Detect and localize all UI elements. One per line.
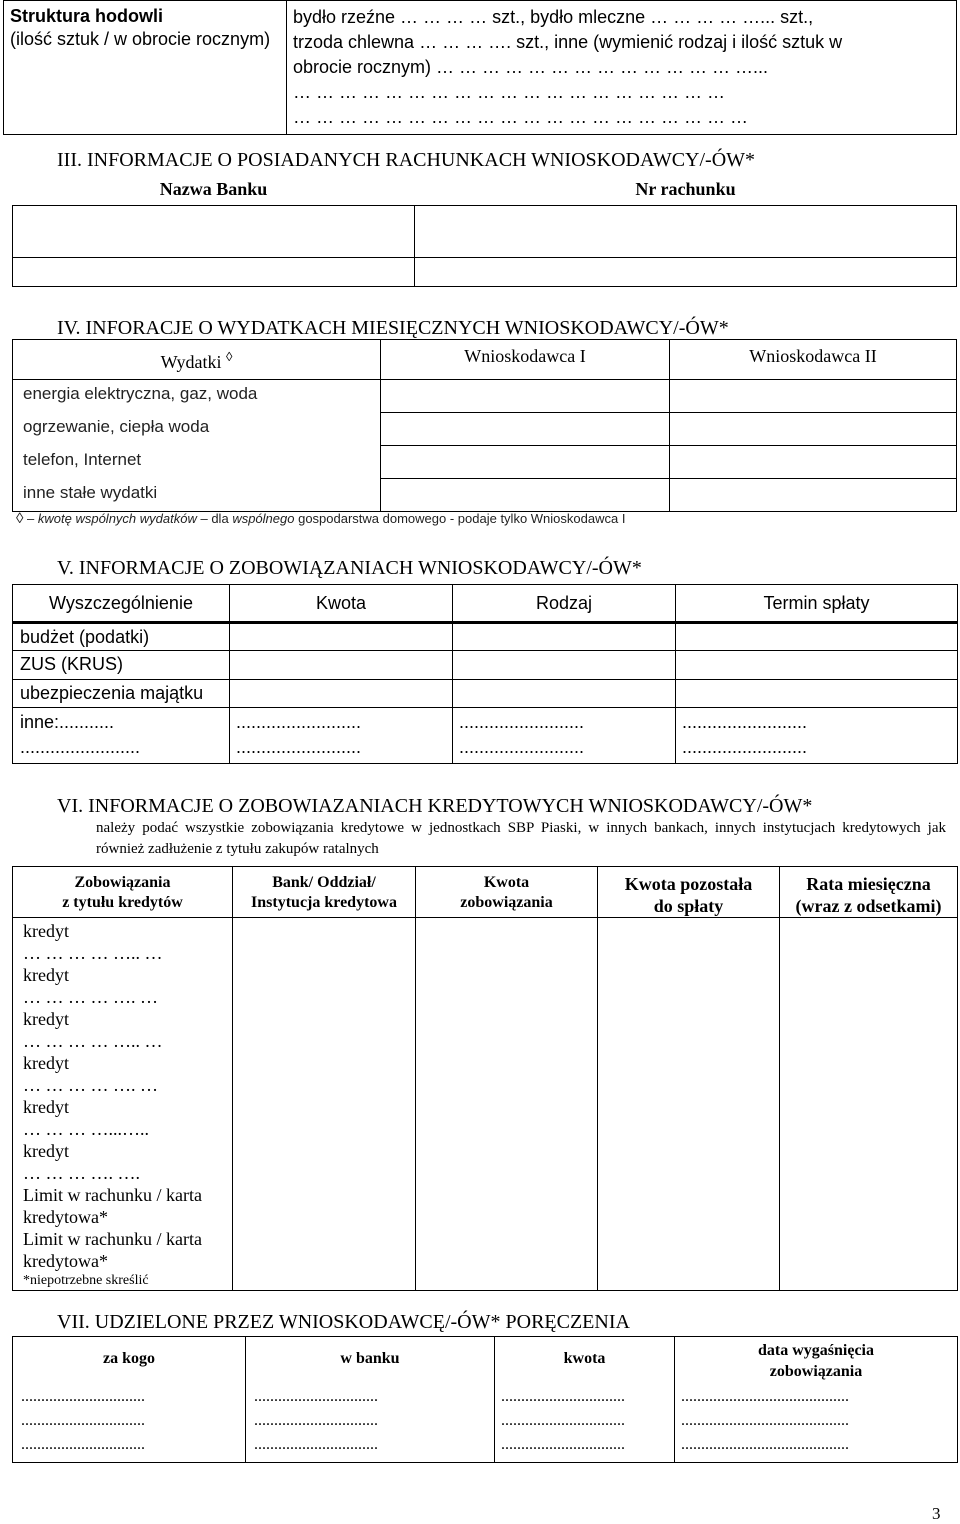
- diamond-icon: ◊: [16, 510, 24, 527]
- guarantees-header: data wygaśnięcia zobowiązania: [675, 1337, 958, 1383]
- accounts-table: [12, 176, 957, 287]
- guarantee-whom-cell[interactable]: ............................... ............................... ...............................: [13, 1382, 246, 1462]
- section3-title: III. INFORMACJE O POSIADANYCH RACHUNKACH WNIOSKODAWCY/-ÓW*: [57, 149, 756, 171]
- obligation-term-cell[interactable]: [676, 651, 958, 680]
- page-number: 3: [932, 1504, 941, 1523]
- expenses-table: [12, 339, 957, 512]
- obligation-label: ZUS (KRUS): [13, 651, 230, 680]
- accounts-number-cell[interactable]: [415, 205, 957, 257]
- expense-applicant2-cell[interactable]: [670, 413, 957, 446]
- struktura-line: … … … … … … … … … … … … … … … … … … … …: [293, 107, 749, 127]
- expense-applicant2-cell[interactable]: [670, 380, 957, 413]
- obligation-label: ubezpieczenia majątku: [13, 680, 230, 708]
- struktura-line: bydło rzeźne … … … … szt., bydło mleczne … … … … …... szt.,: [293, 7, 814, 27]
- obligation-dots: .........................: [236, 737, 362, 757]
- credit-items-cell: [13, 918, 233, 1291]
- accounts-number-cell[interactable]: [415, 257, 957, 286]
- struktura-label-bold: Struktura hodowli: [10, 6, 163, 26]
- obligation-type-cell[interactable]: [453, 708, 676, 764]
- obligation-term-cell[interactable]: [676, 708, 958, 764]
- credits-header: Kwota pozostała do spłaty: [598, 867, 780, 918]
- expenses-header-applicant2: Wnioskodawca II: [670, 340, 957, 380]
- obligation-type-cell[interactable]: [453, 651, 676, 680]
- credit-item: Limit w rachunku / karta kredytowa*: [23, 1185, 202, 1227]
- section4-title: IV. INFORACJE O WYDATKACH MIESIĘCZNYCH WNIOSKODAWCY/-ÓW*: [57, 317, 729, 339]
- credit-item: kredyt … … … … …. …: [23, 1053, 158, 1095]
- expense-applicant1-cell[interactable]: [381, 446, 670, 479]
- footnote-part: dla: [211, 511, 229, 526]
- credit-installment-cell[interactable]: [780, 918, 958, 1291]
- obligation-type-cell[interactable]: [453, 623, 676, 651]
- expense-applicant1-cell[interactable]: [381, 413, 670, 446]
- obligation-dots: .........................: [236, 712, 362, 732]
- expense-label: energia elektryczna, gaz, woda: [13, 380, 381, 413]
- obligation-dots: .........................: [459, 712, 585, 732]
- credit-item: kredyt … … … … …. …: [23, 965, 158, 1007]
- guarantee-expiry-cell[interactable]: .......................................... .......................................... ..........................................: [675, 1382, 958, 1462]
- obligation-term-cell[interactable]: [676, 680, 958, 708]
- expenses-header-applicant1: Wnioskodawca I: [381, 340, 670, 380]
- expense-label: ogrzewanie, ciepła woda: [13, 413, 381, 446]
- section7-title: VII. UDZIELONE PRZEZ WNIOSKODAWCĘ/-ÓW* PORĘCZENIA: [57, 1311, 630, 1333]
- guarantees-header: za kogo: [13, 1337, 246, 1383]
- expense-label: telefon, Internet: [13, 446, 381, 479]
- expense-label: inne stałe wydatki: [13, 479, 381, 512]
- footnote-part: wspólnego: [232, 511, 295, 526]
- struktura-label-rest: (ilość sztuk / w obrocie rocznym): [10, 29, 271, 49]
- obligation-amount-cell[interactable]: [230, 680, 453, 708]
- credits-header: Bank/ Oddział/ Instytucja kredytowa: [233, 867, 416, 918]
- credits-table: [12, 866, 958, 1291]
- expenses-footnote: ◊ – kwotę wspólnych wydatków – dla wspólnego gospodarstwa domowego - podaje tylko Wnioskodawca I: [16, 510, 626, 527]
- credit-bank-cell[interactable]: [233, 918, 416, 1291]
- obligation-dots: ........................: [20, 737, 141, 757]
- accounts-header-bank: Nazwa Banku: [159, 179, 268, 199]
- obligations-header: Wyszczególnienie: [13, 585, 230, 623]
- accounts-bank-cell[interactable]: [13, 257, 415, 286]
- obligation-type-cell[interactable]: [453, 680, 676, 708]
- accounts-bank-cell[interactable]: [13, 205, 415, 257]
- obligation-term-cell[interactable]: [676, 623, 958, 651]
- credit-item: kredyt … … … … ….. …: [23, 1009, 163, 1051]
- section5-title: V. INFORMACJE O ZOBOWIĄZANIACH WNIOSKODAWCY/-ÓW*: [57, 557, 642, 579]
- credits-header: Zobowiązania z tytułu kredytów: [13, 867, 233, 918]
- struktura-line: trzoda chlewna … … … …. szt., inne (wymienić rodzaj i ilość sztuk w: [293, 32, 843, 52]
- section6-note: należy podać wszystkie zobowiązania kredytowe w jednostkach SBP Piaski, w innych bankach, innych instytucjach kredytowych jak również zadłużenie z tytułu zakupów ratalnych: [96, 820, 946, 857]
- credit-remaining-cell[interactable]: [598, 918, 780, 1291]
- obligation-label: budżet (podatki): [13, 623, 230, 651]
- credit-footnote: *niepotrzebne skreślić: [23, 1273, 149, 1288]
- accounts-header-number: Nr rachunku: [635, 179, 736, 199]
- credit-item: kredyt … … … …. ….: [23, 1141, 140, 1183]
- struktura-table: [3, 0, 957, 135]
- expense-applicant2-cell[interactable]: [670, 479, 957, 512]
- guarantee-bank-cell[interactable]: ............................... ............................... ...............................: [246, 1382, 495, 1462]
- expenses-header-label: Wydatki: [160, 352, 222, 372]
- guarantees-header: w banku: [246, 1337, 495, 1383]
- section6-title: VI. INFORMACJE O ZOBOWIAZANIACH KREDYTOWYCH WNIOSKODAWCY/-ÓW*: [57, 795, 813, 817]
- obligation-other-cell[interactable]: [13, 708, 230, 764]
- credit-item: kredyt … … … … ….. …: [23, 921, 163, 963]
- expense-applicant2-cell[interactable]: [670, 446, 957, 479]
- obligations-header: Termin spłaty: [676, 585, 958, 623]
- struktura-line: … … … … … … … … … … … … … … … … … … …: [293, 82, 726, 102]
- diamond-icon: ◊: [225, 349, 233, 364]
- obligation-amount-cell[interactable]: [230, 651, 453, 680]
- expense-applicant1-cell[interactable]: [381, 380, 670, 413]
- expenses-header-wydatki: [13, 340, 381, 380]
- obligation-dots: .........................: [682, 737, 808, 757]
- expense-applicant1-cell[interactable]: [381, 479, 670, 512]
- guarantee-amount-cell[interactable]: ............................... ............................... ...............................: [495, 1382, 675, 1462]
- obligations-table: [12, 584, 958, 764]
- guarantees-header: kwota: [495, 1337, 675, 1383]
- credits-header: Rata miesięczna (wraz z odsetkami): [780, 867, 958, 918]
- obligation-dots: .........................: [682, 712, 808, 732]
- credit-amount-cell[interactable]: [416, 918, 598, 1291]
- obligation-dots: .........................: [459, 737, 585, 757]
- struktura-line: obrocie rocznym) … … … … … … … … … … … … … …...: [293, 57, 769, 77]
- obligations-header: Rodzaj: [453, 585, 676, 623]
- struktura-text-cell: [287, 1, 957, 135]
- credits-header: Kwota zobowiązania: [416, 867, 598, 918]
- struktura-label-cell: [4, 1, 287, 135]
- obligations-header: Kwota: [230, 585, 453, 623]
- footnote-part: gospodarstwa domowego - podaje tylko Wnioskodawca I: [298, 511, 626, 526]
- credit-item: Limit w rachunku / karta kredytowa*: [23, 1229, 202, 1271]
- obligation-other-label: inne:...........: [20, 712, 115, 732]
- obligation-amount-cell[interactable]: [230, 708, 453, 764]
- obligation-amount-cell[interactable]: [230, 623, 453, 651]
- credit-item: kredyt … … … …...…..: [23, 1097, 149, 1139]
- guarantees-table: [12, 1336, 958, 1463]
- footnote-part: kwotę wspólnych wydatków: [37, 511, 197, 526]
